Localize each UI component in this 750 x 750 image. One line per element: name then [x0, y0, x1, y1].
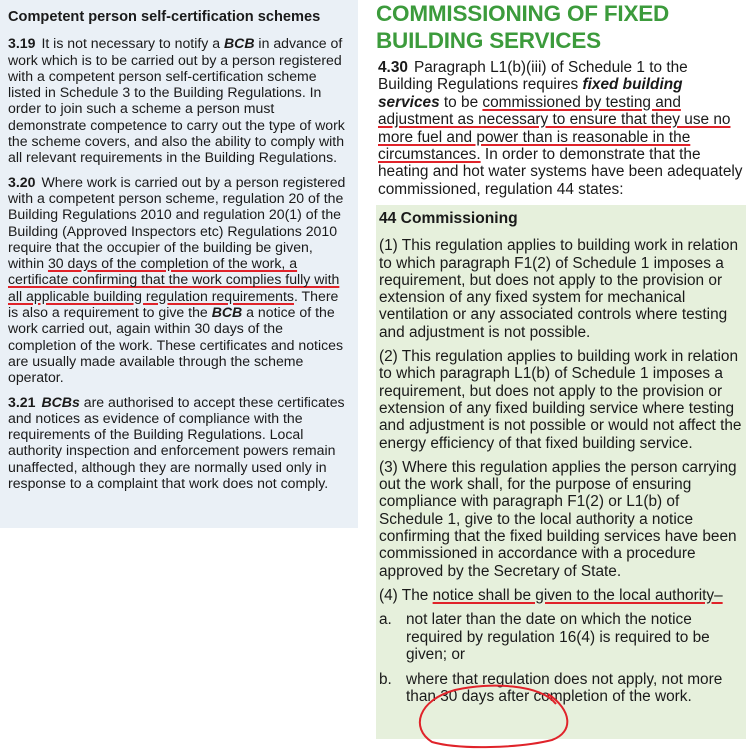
regulation-44-box: [376, 205, 746, 739]
underlined-certificate-text: 30 days of the completion of the work, a certificate confirming that the work complies fully with all applicable building regulation requirements: [8, 255, 340, 304]
list-marker: a.: [379, 611, 392, 629]
left-column: [0, 0, 358, 528]
text: In order to demonstrate that the heating and hot water systems have been adequately commissioned, regulation 44 states:: [378, 146, 743, 198]
text: a notice of the work carried out, again within 30 days of the completion of the work. These certificates and notices are usually made available through the scheme operator.: [8, 304, 344, 386]
underlined-notice-text: notice shall be given to the local authority–: [432, 586, 723, 604]
clause-3: (3) Where this regulation applies the person carrying out the work shall, for the purpose of ensuring compliance with paragraph F1(2) or L1(b) of Schedule 1, give to the local authority a notice confirming that the fixed building services have been commissioned in accordance with a procedure approved by the Secretary of State.: [379, 458, 737, 580]
text: in advance of work which is to be carried out by a person registered with a competent person self-certification scheme listed in Schedule 3 to the Building Regulations. In order to join such a scheme a person must demonstrate competence to carry out the type of work the scheme covers, and also the ability to comply with all relevant requirements in the Building Regulations.: [8, 35, 345, 166]
list-text: where that regulation does not apply, not more than 30 days after completion of the work.: [406, 671, 723, 706]
clause-4a: [379, 611, 742, 663]
para-number: 3.19: [8, 35, 36, 52]
para-number: 3.21: [8, 393, 36, 410]
clause-1: (1) This regulation applies to building work in relation to which paragraph F1(2) of Schedule 1 imposes a requirement, but does not apply to the provision or extension of any fixed system for mechanical ventilation or any associated controls where testing and adjustment is not possible.: [379, 237, 739, 341]
paragraph-3-21: [8, 394, 352, 492]
left-heading: Competent person self-certification schemes: [8, 9, 321, 25]
text: are authorised to accept these certificates and notices as evidence of compliance with the requirements of the Building Regulations. Local authority inspection and enforcement powers remain unaffected, although they are normally used only in response to a complaint that work does not comply.: [8, 393, 345, 492]
clause-2: (2) This regulation applies to building work in relation to which paragraph L1(b) of Schedule 1 imposes a requirement, but does not apply to the provision or extension of any fixed building service where testing and adjustment is not possible or would not affect the energy efficiency of that fixed building service.: [379, 348, 742, 452]
text: (4) The: [379, 586, 433, 604]
paragraph-3-19: [8, 35, 352, 165]
bcb-term: BCB: [223, 35, 255, 52]
text: Where work is carried out by a person registered with a competent person scheme, regulation 20 of the Building Regulations 2010 and regulation 20(1) of the Building (Approved Inspectors etc) Regulations 2010 require that the occupier of the building be given, within: [8, 173, 346, 272]
list-marker: b.: [379, 671, 392, 689]
section-heading: COMMISSIONING OF FIXED BUILDING SERVICES: [376, 1, 670, 53]
underlined-commissioning-text: commissioned by testing and adjustment as necessary to ensure that they use no more fuel and power than is reasonable in the circumstances.: [378, 93, 731, 164]
para-number: 4.30: [378, 59, 408, 76]
list-text: not later than the date on which the notice required by regulation 16(4) is required to be given; or: [406, 611, 710, 663]
right-column: [376, 0, 748, 750]
text: It is not necessary to notify a: [41, 35, 224, 52]
text: to be: [439, 93, 483, 111]
paragraph-4-30: [378, 59, 746, 198]
clause-4b: [379, 671, 742, 706]
box-heading: 44 Commissioning: [379, 210, 518, 227]
text: . There is also a requirement to give the: [8, 287, 339, 321]
paragraph-3-20: [8, 174, 352, 386]
clause-4: [379, 587, 742, 604]
fixed-building-services-term: fixed building services: [378, 76, 683, 111]
text: Paragraph L1(b)(iii) of Schedule 1 to the Building Regulations requires: [378, 59, 688, 94]
para-number: 3.20: [8, 173, 36, 190]
bcbs-term: BCBs: [41, 393, 80, 410]
bcb-term: BCB: [211, 304, 243, 321]
